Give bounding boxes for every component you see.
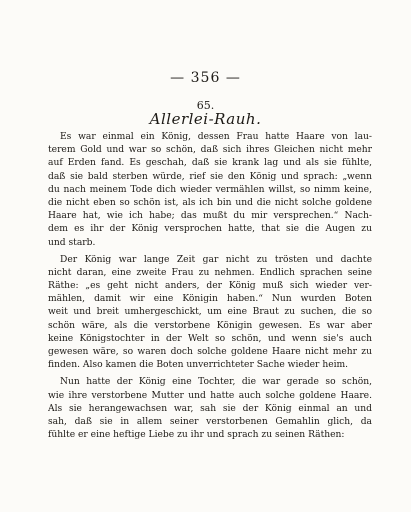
page-number: 356 xyxy=(190,70,221,86)
text-line: dem es ihr der König versprochen hatte, that sie die Augen zu xyxy=(48,224,372,235)
text-line: sah, daß sie in allem seiner verstorbenen Gemahlin glich, da xyxy=(48,416,372,427)
story-number: 65. xyxy=(196,99,215,112)
text-line: fühlte er eine heftige Liebe zu ihr und sprach zu seinen Räthen: xyxy=(48,430,345,441)
text-line: Als sie herangewachsen war, sah sie der König einmal an und xyxy=(48,403,372,414)
text-line: wie ihre verstorbene Mutter und hatte auch solche goldene Haare. xyxy=(48,390,372,401)
text-line: du nach meinem Tode dich wieder vermählen willst, so nimm keine, xyxy=(48,184,372,195)
text-line: nicht daran, eine zweite Frau zu nehmen. Endlich sprachen seine xyxy=(48,267,372,278)
page-number-header xyxy=(0,70,411,86)
text-line: weit und breit umhergeschickt, um eine Braut zu suchen, die so xyxy=(48,307,372,318)
dash-right: — xyxy=(225,70,241,86)
text-line: die nicht eben so schön ist, als ich bin und die nicht solche goldene xyxy=(48,197,372,208)
text-line: terem Gold und war so schön, daß sich ihres Gleichen nicht mehr xyxy=(48,145,372,156)
text-line: Der König war lange Zeit gar nicht zu trösten und dachte xyxy=(60,254,372,265)
text-line: daß sie bald sterben würde, rief sie den König und sprach: „wenn xyxy=(48,171,372,182)
text-line: Haare hat, wie ich habe; das mußt du mir versprechen.“ Nach- xyxy=(48,211,372,222)
text-line: Nun hatte der König eine Tochter, die war gerade so schön, xyxy=(60,377,372,388)
text-line: gewesen wäre, so waren doch solche goldene Haare nicht mehr zu xyxy=(48,347,372,357)
body-text xyxy=(48,131,372,442)
text-line: schön wäre, als die verstorbene Königin gewesen. Es war aber xyxy=(48,320,372,331)
text-line: Es war einmal ein König, dessen Frau hatte Haare von lau- xyxy=(60,132,372,142)
text-line: mählen, damit wir eine Königin haben.“ Nun wurden Boten xyxy=(48,294,372,305)
text-line: keine Königstochter in der Welt so schön, und wenn sie's auch xyxy=(48,333,372,344)
text-line: finden. Also kamen die Boten unverrichteter Sache wieder heim. xyxy=(48,360,349,371)
story-title: Allerlei-Rauh. xyxy=(149,110,262,128)
text-line: und starb. xyxy=(48,237,96,248)
dash-left: — xyxy=(170,70,186,86)
text-line: auf Erden fand. Es geschah, daß sie krank lag und als sie fühlte, xyxy=(48,158,372,169)
text-line: Räthe: „es geht nicht anders, der König muß sich wieder ver- xyxy=(48,281,372,292)
